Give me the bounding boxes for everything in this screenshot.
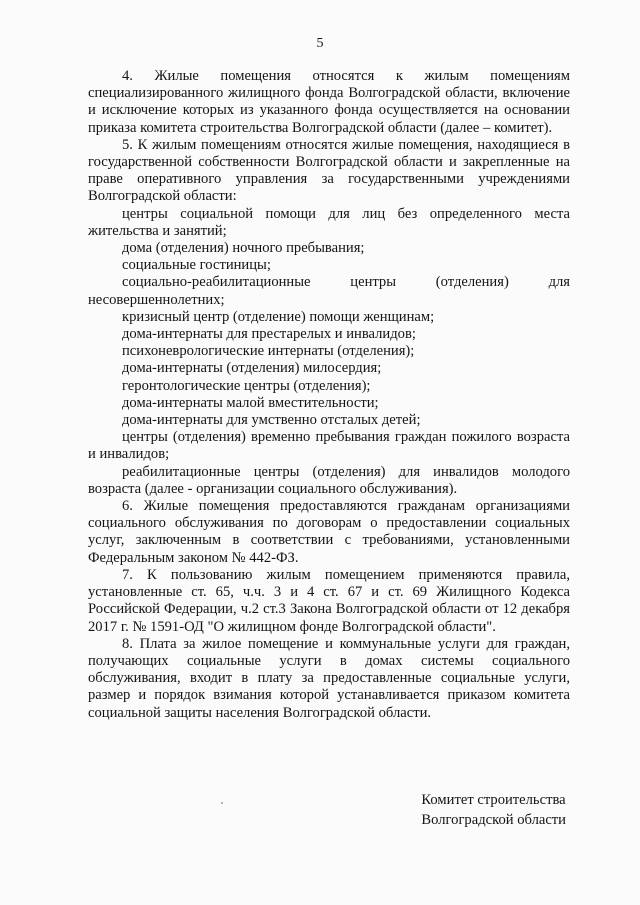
paragraph-8: 8. Плата за жилое помещение и коммунальные услуги для граждан, получающих социальные услуги в домах системы социального обслуживания, входит в плату за предоставленные социальные услуги, размер и порядок взимания которой устанавливается приказом комитета социальной защиты населения Волгоградской области.	[88, 635, 570, 721]
page-number: 5	[316, 36, 324, 51]
paragraph-7: 7. К пользованию жилым помещением применяются правила, установленные ст. 65, ч.ч. 3 и 4 ст. 67 и ст. 69 Жилищного Кодекса Российской Федерации, ч.2 ст.3 Закона Волгоградской области от 12 декабря 2017 г. № 1591-ОД "О жилищном фонде Волгоградской области".	[88, 566, 570, 635]
institution-item: центры (отделения) временно пребывания граждан пожилого возраста и инвалидов;	[88, 429, 570, 463]
paragraph-5: 5. К жилым помещениям относятся жилые помещения, находящиеся в государственной собственности Волгоградской области и закрепленные на праве оперативного управления за государственными учреждениями Волгоградской области:	[88, 136, 570, 205]
institution-item: дома-интернаты для престарелых и инвалидов;	[122, 326, 416, 343]
document-body	[88, 68, 570, 722]
paragraph-6: 6. Жилые помещения предоставляются гражданам организациями социального обслуживания по договорам о предоставлении социальных услуг, заключенным в соответствии с требованиями, установленными Федеральным законом № 442-ФЗ.	[88, 498, 570, 566]
scan-speck	[221, 802, 223, 804]
signature-line-1: Комитет строительства	[421, 792, 566, 808]
institution-item: дома (отделения) ночного пребывания;	[122, 240, 365, 257]
institution-item: социальные гостиницы;	[122, 257, 271, 274]
institution-item: дома-интернаты (отделения) милосердия;	[122, 360, 382, 377]
institution-item: дома-интернаты для умственно отсталых детей;	[122, 412, 421, 429]
signature-line-2: Волгоградской области	[421, 812, 566, 828]
institution-item: социально-реабилитационные центры (отделения) для несовершеннолетних;	[88, 274, 570, 308]
institution-list	[88, 206, 570, 498]
institution-item: реабилитационные центры (отделения) для инвалидов молодого возраста (далее - организации социального обслуживания).	[88, 463, 570, 497]
paragraph-4: 4. Жилые помещения относятся к жилым помещениям специализированного жилищного фонда Волгоградской области, включение и исключение которых из указанного фонда осуществляется на основании приказа комитета строительства Волгоградской области (далее – комитет).	[88, 68, 570, 136]
institution-item: кризисный центр (отделение) помощи женщинам;	[122, 308, 435, 325]
institution-item: психоневрологические интернаты (отделения);	[122, 343, 415, 360]
institution-item: центры социальной помощи для лиц без определенного места жительства и занятий;	[88, 205, 570, 239]
institution-item: дома-интернаты малой вместительности;	[122, 394, 379, 411]
signature-block	[421, 790, 566, 830]
institution-item: геронтологические центры (отделения);	[122, 377, 371, 394]
